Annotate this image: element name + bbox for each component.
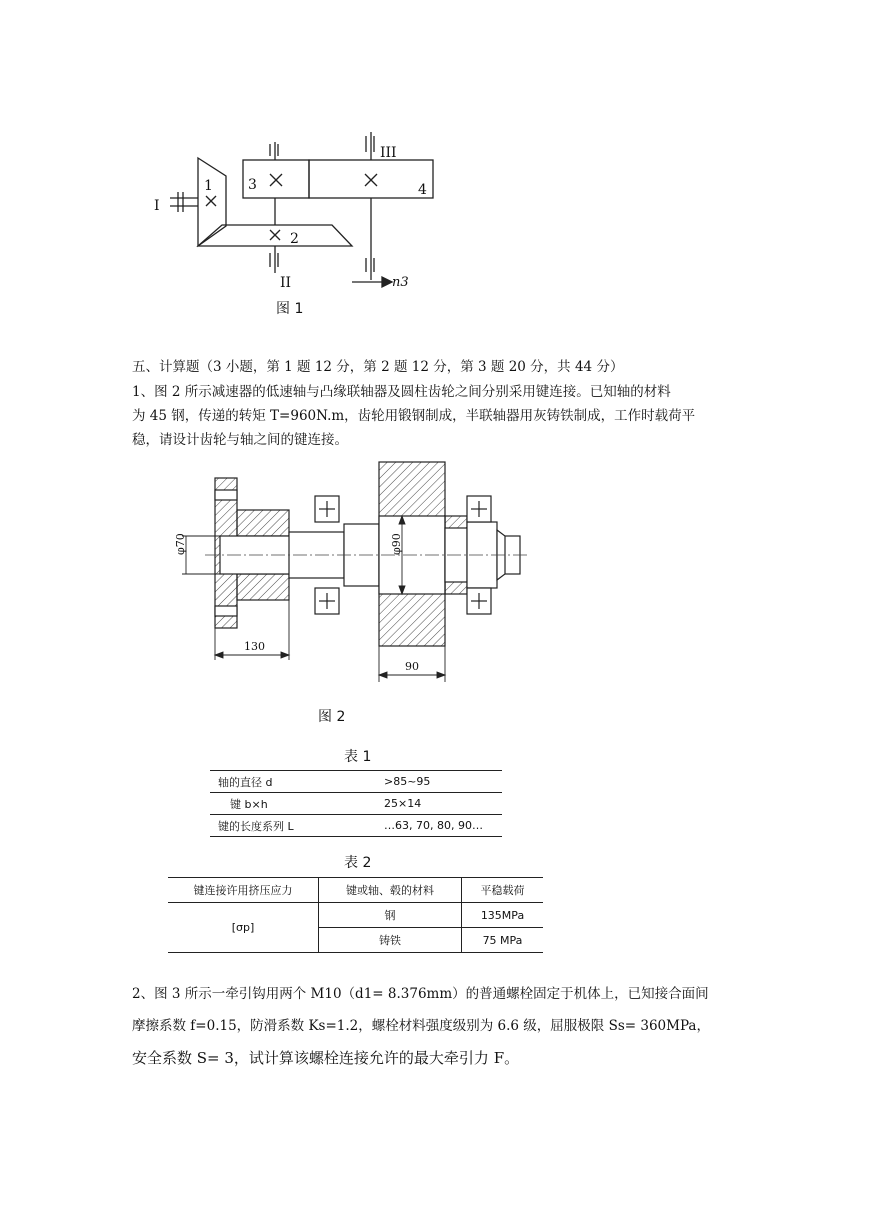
label-gear-4: 4	[418, 182, 427, 198]
table-2-header: 键连接许用挤压应力	[168, 878, 319, 903]
table-2-row-label: [σp]	[168, 903, 319, 953]
table-1-cell: 轴的直径 d	[218, 775, 273, 789]
table-row	[210, 815, 502, 837]
table-row	[210, 771, 502, 793]
table-1-title: 表 1	[344, 749, 372, 765]
table-2-header: 键或轴、毂的材料	[319, 878, 462, 903]
table-1-cell: 键的长度系列 L	[218, 819, 294, 833]
table-row	[210, 793, 502, 815]
figure-1-caption: 图 1	[276, 301, 304, 317]
q1-line-1: 1、图 2 所示减速器的低速轴与凸缘联轴器及圆柱齿轮之间分别采用键连接。已知轴的材料	[132, 384, 671, 400]
label-I: I	[154, 198, 160, 214]
figure-2-caption: 图 2	[318, 709, 346, 725]
label-gear-3: 3	[248, 177, 257, 193]
dim-phi70: φ70	[174, 533, 187, 555]
q2-line-2: 摩擦系数 f=0.15，防滑系数 Ks=1.2，螺栓材料强度级别为 6.6 级，屈服极限 Ss= 360MPa，	[132, 1018, 710, 1034]
table-row	[168, 878, 543, 903]
q2-line-1: 2、图 3 所示一牵引钩用两个 M10（d1= 8.376mm）的普通螺栓固定于机体上，已知接合面间	[132, 986, 709, 1002]
figure-1-drawing	[140, 130, 440, 295]
label-n3: n3	[392, 275, 409, 290]
label-II: II	[280, 275, 292, 291]
table-1-cell: 25×14	[384, 797, 422, 810]
table-2-header: 平稳载荷	[480, 884, 525, 897]
table-1-cell: 键 b×h	[230, 797, 268, 811]
section-heading: 五、计算题（3 小题，第 1 题 12 分，第 2 题 12 分，第 3 题 20 分，共 44 分）	[132, 359, 624, 375]
table-2-cell: 135MPa	[480, 908, 525, 922]
table-row	[168, 903, 543, 928]
dim-130: 130	[244, 640, 265, 653]
q1-line-3: 稳，请设计齿轮与轴之间的键连接。	[132, 432, 348, 448]
dim-90: 90	[405, 660, 419, 673]
table-1-cell: …63, 70, 80, 90…	[384, 819, 483, 832]
q2-line-3: 安全系数 S= 3，试计算该螺栓连接允许的最大牵引力 F。	[132, 1049, 520, 1067]
table-1-cell: >85~95	[384, 775, 431, 788]
label-gear-2: 2	[290, 231, 299, 247]
table-2-cell: 钢	[319, 903, 462, 928]
table-2-cell: 75 MPa	[482, 933, 523, 947]
table-2	[168, 877, 543, 953]
figure-2-drawing	[160, 460, 540, 690]
table-1	[210, 770, 502, 837]
label-III: III	[380, 145, 397, 161]
q1-line-2: 为 45 钢，传递的转矩 T=960N.m，齿轮用锻钢制成，半联轴器用灰铸铁制成，工作时载荷平	[132, 408, 696, 424]
table-2-cell: 铸铁	[319, 928, 462, 953]
table-2-title: 表 2	[344, 855, 372, 871]
label-gear-1: 1	[204, 178, 213, 194]
dim-phi90: φ90	[390, 533, 403, 555]
